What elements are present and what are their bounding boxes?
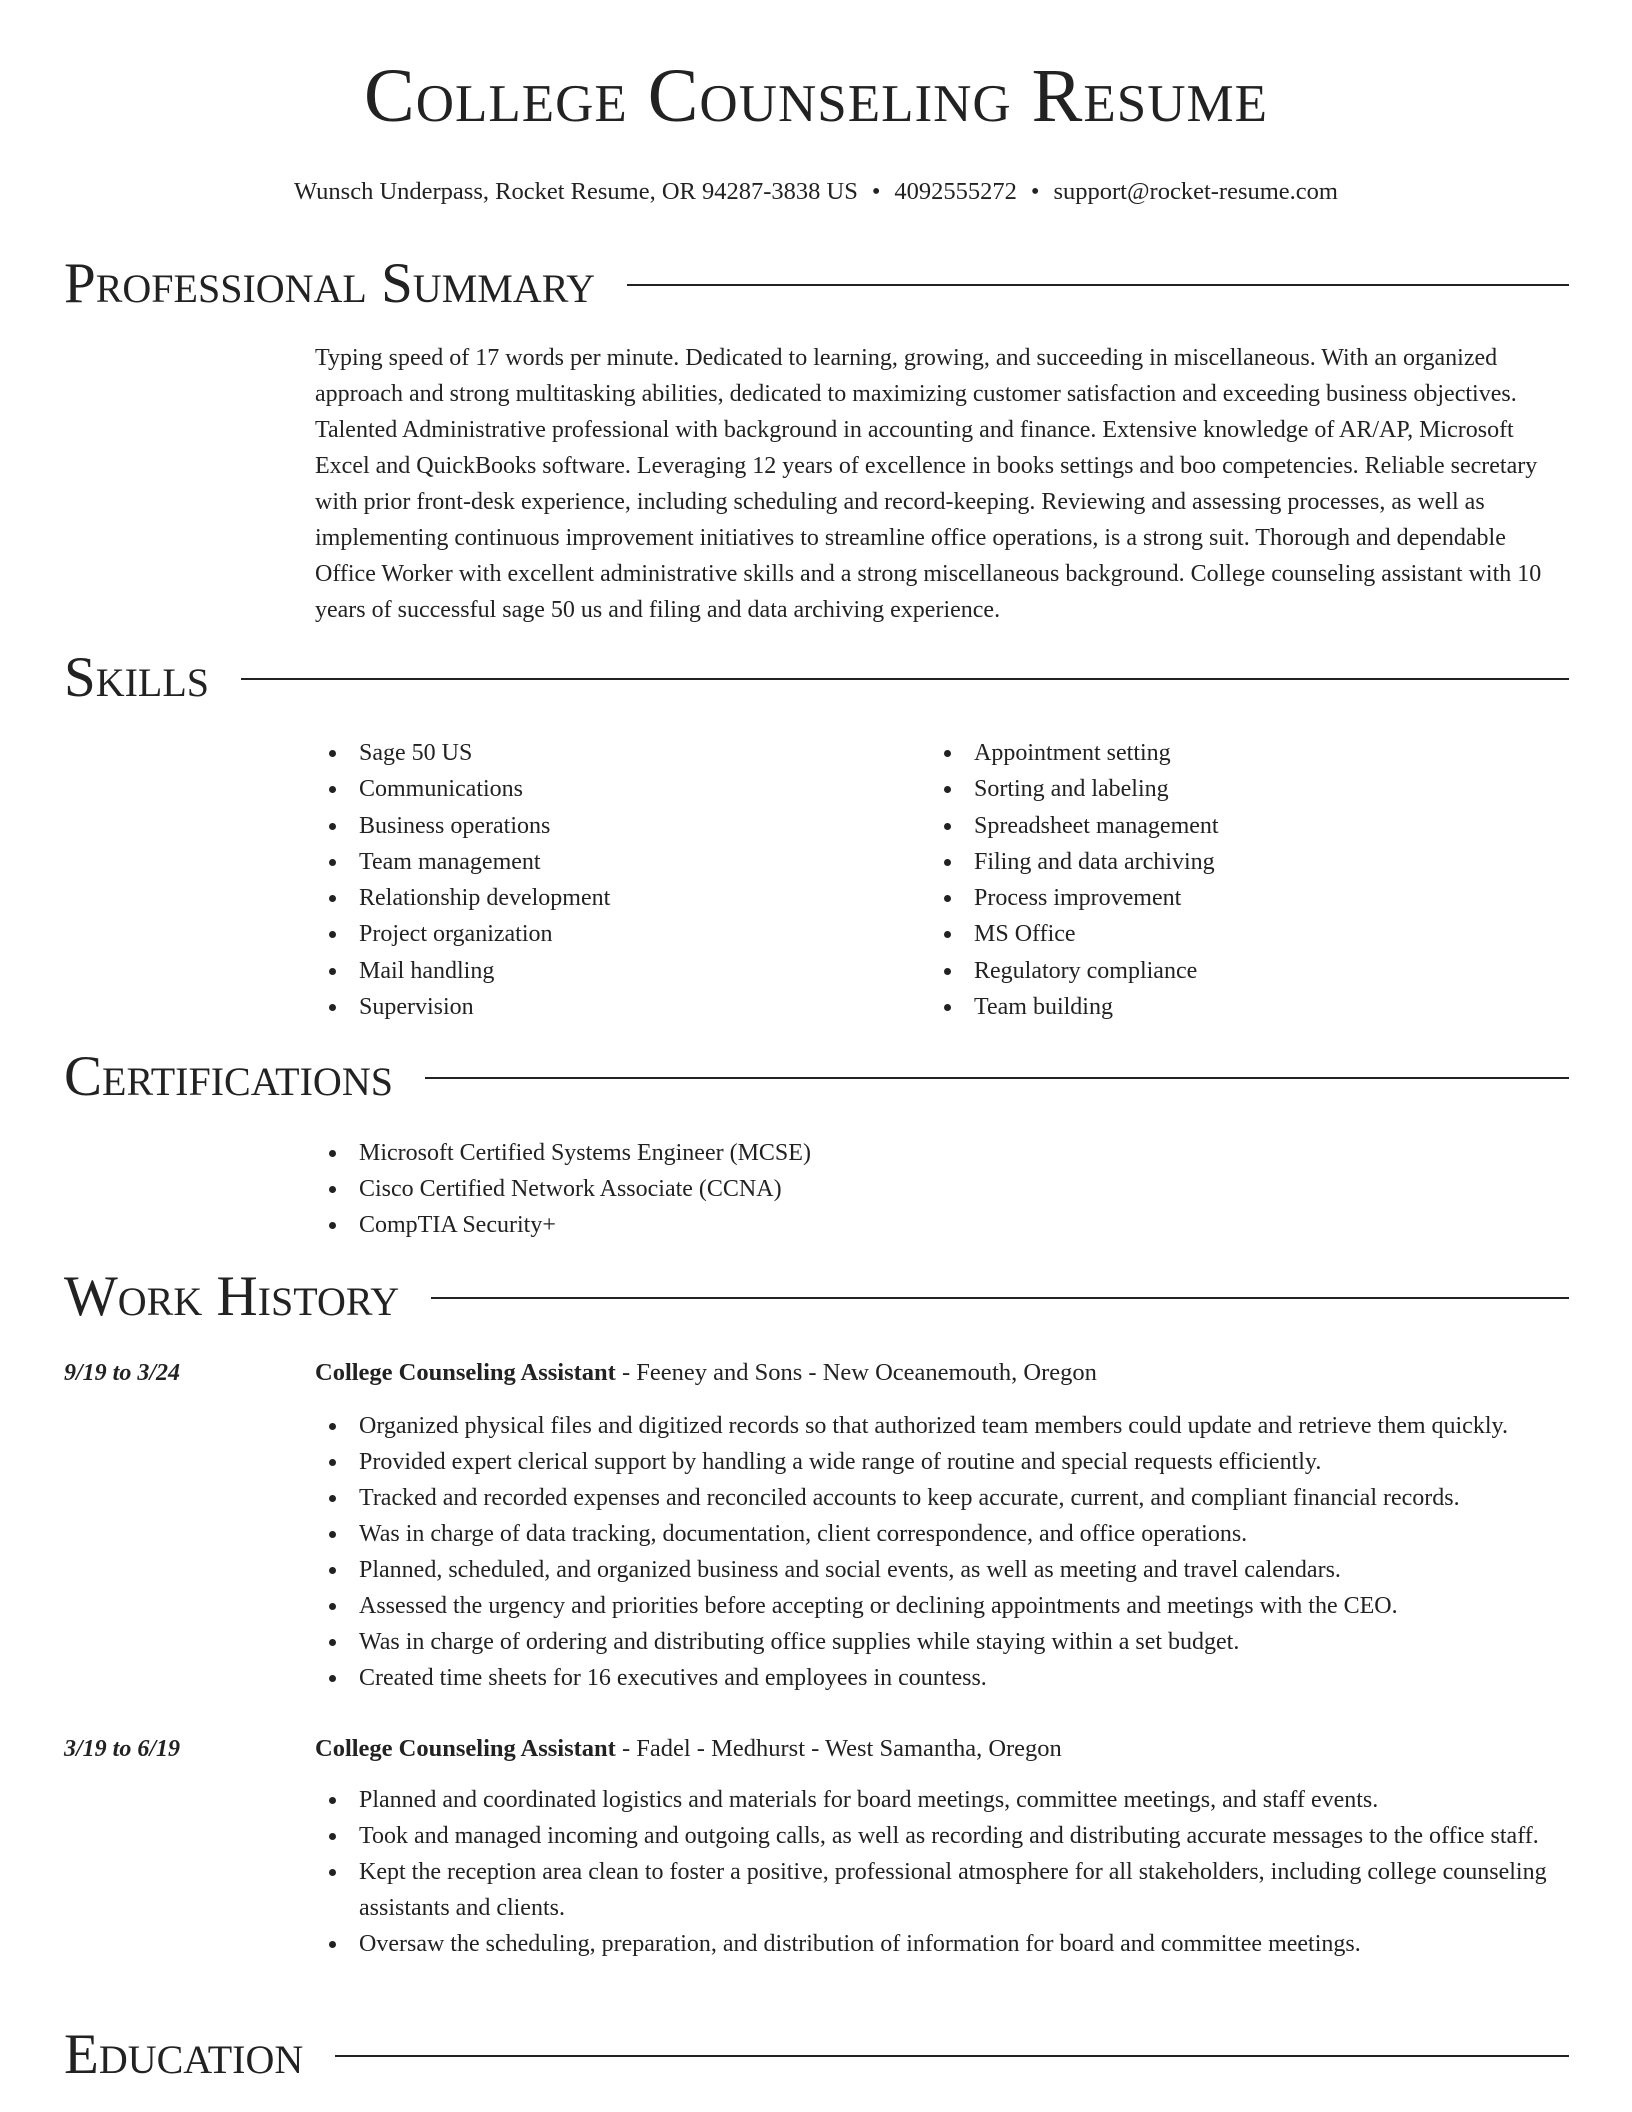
skill-item: Filing and data archiving [930,844,1530,880]
skill-item: Team building [930,989,1530,1025]
job-employer: - Fadel - Medhurst - West Samantha, Oregon [615,1735,1062,1762]
section-heading: Work History [64,1265,400,1328]
skill-item: Project organization [315,916,915,952]
section-heading: Certifications [64,1045,393,1108]
job-bullet: Planned, scheduled, and organized business and social events, as well as meeting and travel calendars. [315,1552,1571,1588]
job-responsibilities [315,1408,1571,1696]
skill-item: Communications [315,771,915,807]
section-divider [241,678,1569,680]
section-divider [627,284,1569,286]
section-professional-summary [64,254,1569,314]
job-bullet: Organized physical files and digitized records so that authorized team members could update and retrieve them quickly. [315,1408,1571,1444]
section-heading: Professional Summary [64,252,596,315]
skill-item: Spreadsheet management [930,808,1530,844]
certification-item: Cisco Certified Network Associate (CCNA) [315,1171,1515,1207]
skill-item: Supervision [315,989,915,1025]
certification-item: Microsoft Certified Systems Engineer (MCSE) [315,1135,1515,1171]
job-bullet: Tracked and recorded expenses and reconciled accounts to keep accurate, current, and compliant financial records. [315,1480,1571,1516]
job-bullet: Assessed the urgency and priorities before accepting or declining appointments and meetings with the CEO. [315,1588,1571,1624]
skill-item: Relationship development [315,880,915,916]
resume-title: College Counseling Resume [364,54,1268,138]
job-dates: 9/19 to 3/24 [64,1360,181,1386]
contact-email: support@rocket-resume.com [1053,178,1338,205]
skill-item: Mail handling [315,953,915,989]
section-divider [335,2055,1569,2057]
contact-line [0,177,1632,207]
skill-item: Team management [315,844,915,880]
skill-item: Process improvement [930,880,1530,916]
certifications-list [315,1135,1515,1243]
job-bullet: Was in charge of ordering and distributing office supplies while staying within a set budget. [315,1624,1571,1660]
section-heading: Skills [64,646,210,709]
job-title-line [315,1355,1571,1391]
skill-item: Sage 50 US [315,735,915,771]
contact-phone: 4092555272 [894,178,1017,205]
job-dates: 3/19 to 6/19 [64,1736,181,1762]
skill-item: Appointment setting [930,735,1530,771]
section-heading: Education [64,2023,304,2086]
skills-list-left [315,735,915,1025]
section-divider [425,1077,1569,1079]
skill-item: MS Office [930,916,1530,952]
job-responsibilities [315,1782,1571,1962]
skills-list-right [930,735,1530,1025]
skill-item: Sorting and labeling [930,771,1530,807]
job-title-line [315,1731,1571,1767]
summary-text: Typing speed of 17 words per minute. Dedicated to learning, growing, and succeeding in miscellaneous. With an organized approach and strong multitasking abilities, dedicated to maximizing customer satisfaction and exceeding business objectives. Talented Administrative professional with background in accounting and finance. Extensive knowledge of AR/AP, Microsoft Excel and QuickBooks software. Leveraging 12 years of excellence in books settings and boo competencies. Reliable secretary with prior front-desk experience, including scheduling and record-keeping. Reviewing and assessing processes, as well as implementing continuous improvement initiatives to streamline office operations, is a strong suit. Thorough and dependable Office Worker with excellent administrative skills and a strong miscellaneous background. College counseling assistant with 10 years of successful sage 50 us and filing and data archiving experience. [315,345,1542,623]
section-skills [64,648,1569,708]
contact-separator: • [1030,178,1040,205]
job-bullet: Was in charge of data tracking, documentation, client correspondence, and office operations. [315,1516,1571,1552]
job-bullet: Oversaw the scheduling, preparation, and distribution of information for board and committee meetings. [315,1926,1571,1962]
job-employer: - Feeney and Sons - New Oceanemouth, Oregon [615,1359,1097,1386]
job-role: College Counseling Assistant [315,1359,616,1386]
job-bullet: Took and managed incoming and outgoing calls, as well as recording and distributing accurate messages to the office staff. [315,1818,1571,1854]
job-bullet: Created time sheets for 16 executives and employees in countess. [315,1660,1571,1696]
job-bullet: Kept the reception area clean to foster a positive, professional atmosphere for all stakeholders, including college counseling assistants and clients. [315,1854,1571,1926]
job-role: College Counseling Assistant [315,1735,616,1762]
certification-item: CompTIA Security+ [315,1207,1515,1243]
section-education [64,2025,1569,2085]
section-work-history [64,1267,1569,1327]
job-bullet: Planned and coordinated logistics and materials for board meetings, committee meetings, and staff events. [315,1782,1571,1818]
section-certifications [64,1047,1569,1107]
skill-item: Regulatory compliance [930,953,1530,989]
job-bullet: Provided expert clerical support by handling a wide range of routine and special requests efficiently. [315,1444,1571,1480]
contact-separator: • [871,178,881,205]
skill-item: Business operations [315,808,915,844]
contact-address: Wunsch Underpass, Rocket Resume, OR 94287-3838 US [294,178,858,205]
section-divider [431,1297,1569,1299]
